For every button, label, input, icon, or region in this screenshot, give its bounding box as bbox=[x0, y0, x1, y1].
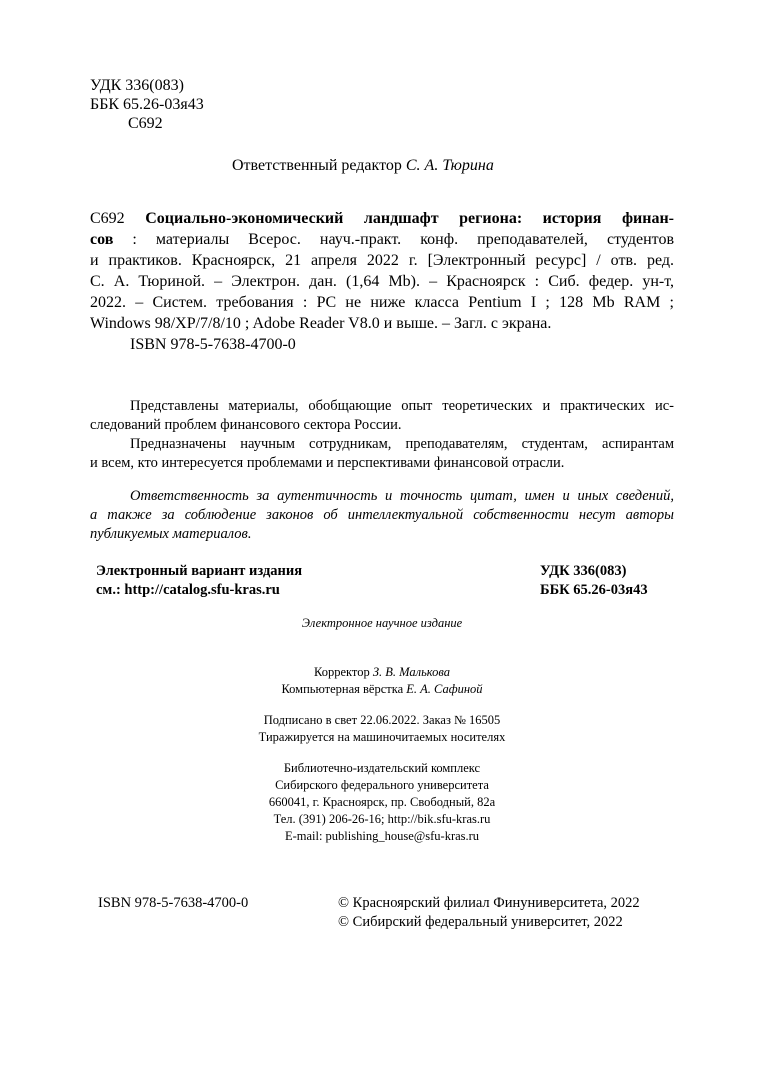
e-version-url: см.: http://catalog.sfu-kras.ru bbox=[96, 582, 280, 598]
biblio-line-1 bbox=[90, 208, 674, 229]
bibliographic-description bbox=[90, 208, 674, 355]
annotation bbox=[90, 397, 674, 473]
biblio-line-3: и практиков. Красноярск, 21 апреля 2022 г. [Электронный ресурс] / отв. ред. bbox=[90, 252, 674, 269]
biblio-isbn: ISBN 978-5-7638-4700-0 bbox=[130, 336, 296, 353]
layout-label: Компьютерная вёрстка bbox=[281, 682, 407, 696]
disclaimer bbox=[90, 487, 674, 544]
biblio-line-2 bbox=[90, 229, 674, 250]
author-sign: С692 bbox=[128, 115, 163, 132]
bbk-code: ББК 65.26-03я43 bbox=[90, 96, 204, 113]
biblio-line-4: С. А. Тюриной. – Электрон. дан. (1,64 Mb). – Красноярск : Сиб. федер. ун-т, bbox=[90, 273, 674, 290]
disclaimer-line-2: а также за соблюдение законов об интеллектуальной собственности несут авторы bbox=[90, 507, 674, 523]
signed-line-2: Тиражируется на машиночитаемых носителях bbox=[258, 730, 506, 744]
layout-name: Е. А. Сафиной bbox=[406, 682, 483, 696]
udk-code: УДК 336(083) bbox=[90, 77, 184, 94]
biblio-title-part2: сов bbox=[90, 231, 114, 248]
credits bbox=[0, 664, 764, 698]
edition-type: Электронное научное издание bbox=[301, 616, 463, 630]
biblio-line-6: Windows 98/XP/7/8/10 ; Adobe Reader V8.0 и выше. – Загл. с экрана. bbox=[90, 315, 552, 332]
disclaimer-line-1: Ответственность за аутентичность и точность цитат, имен и иных сведений, bbox=[130, 488, 674, 504]
corrector-line bbox=[0, 664, 764, 681]
e-version-info bbox=[96, 562, 302, 600]
e-version-label: Электронный вариант издания bbox=[96, 563, 303, 579]
publisher-info bbox=[0, 760, 764, 845]
annotation-line-2: следований проблем финансового сектора России. bbox=[90, 417, 402, 433]
publisher-line-2: Сибирского федерального университета bbox=[275, 778, 489, 792]
annotation-line-3: Предназначены научным сотрудникам, преподавателям, студентам, аспирантам bbox=[130, 436, 674, 452]
corrector-label: Корректор bbox=[313, 665, 373, 679]
copyrights bbox=[338, 894, 640, 932]
bottom-isbn: ISBN 978-5-7638-4700-0 bbox=[98, 895, 249, 911]
e-version-codes bbox=[540, 562, 648, 600]
biblio-code: С692 bbox=[90, 210, 146, 227]
annotation-line-1: Представлены материалы, обобщающие опыт теоретических и практических ис- bbox=[130, 398, 674, 414]
disclaimer-line-3: публикуемых материалов. bbox=[90, 526, 252, 542]
signed-line-1: Подписано в свет 22.06.2022. Заказ № 16505 bbox=[263, 713, 501, 727]
publisher-line-5: E-mail: publishing_house@sfu-kras.ru bbox=[284, 829, 480, 843]
editor-label: Ответственный редактор bbox=[232, 157, 406, 174]
e-version-bbk: ББК 65.26-03я43 bbox=[540, 582, 648, 598]
copyright-1: © Красноярский филиал Финуниверситета, 2022 bbox=[338, 895, 640, 911]
signed-info bbox=[0, 712, 764, 746]
udk-block bbox=[90, 76, 204, 133]
e-version-udk: УДК 336(083) bbox=[540, 563, 627, 579]
editor-name: С. А. Тюрина bbox=[405, 157, 494, 174]
publisher-line-1: Библиотечно-издательский комплекс bbox=[283, 761, 481, 775]
responsible-editor bbox=[232, 156, 494, 175]
corrector-name: З. В. Малькова bbox=[372, 665, 451, 679]
biblio-title-part1: Социально-экономический ландшафт региона: история финан- bbox=[145, 210, 674, 227]
biblio-line-5: 2022. – Систем. требования : PC не ниже класса Pentium I ; 128 Mb RAM ; bbox=[90, 294, 674, 311]
publisher-line-3: 660041, г. Красноярск, пр. Свободный, 82а bbox=[268, 795, 496, 809]
biblio-line2-rest: : материалы Всерос. науч.-практ. конф. преподавателей, студентов bbox=[113, 231, 674, 248]
layout-line bbox=[0, 681, 764, 698]
publisher-line-4: Тел. (391) 206-26-16; http://bik.sfu-kras.ru bbox=[273, 812, 491, 826]
copyright-2: © Сибирский федеральный университет, 2022 bbox=[338, 914, 623, 930]
annotation-line-4: и всем, кто интересуется проблемами и перспективами финансовой отрасли. bbox=[90, 455, 565, 471]
